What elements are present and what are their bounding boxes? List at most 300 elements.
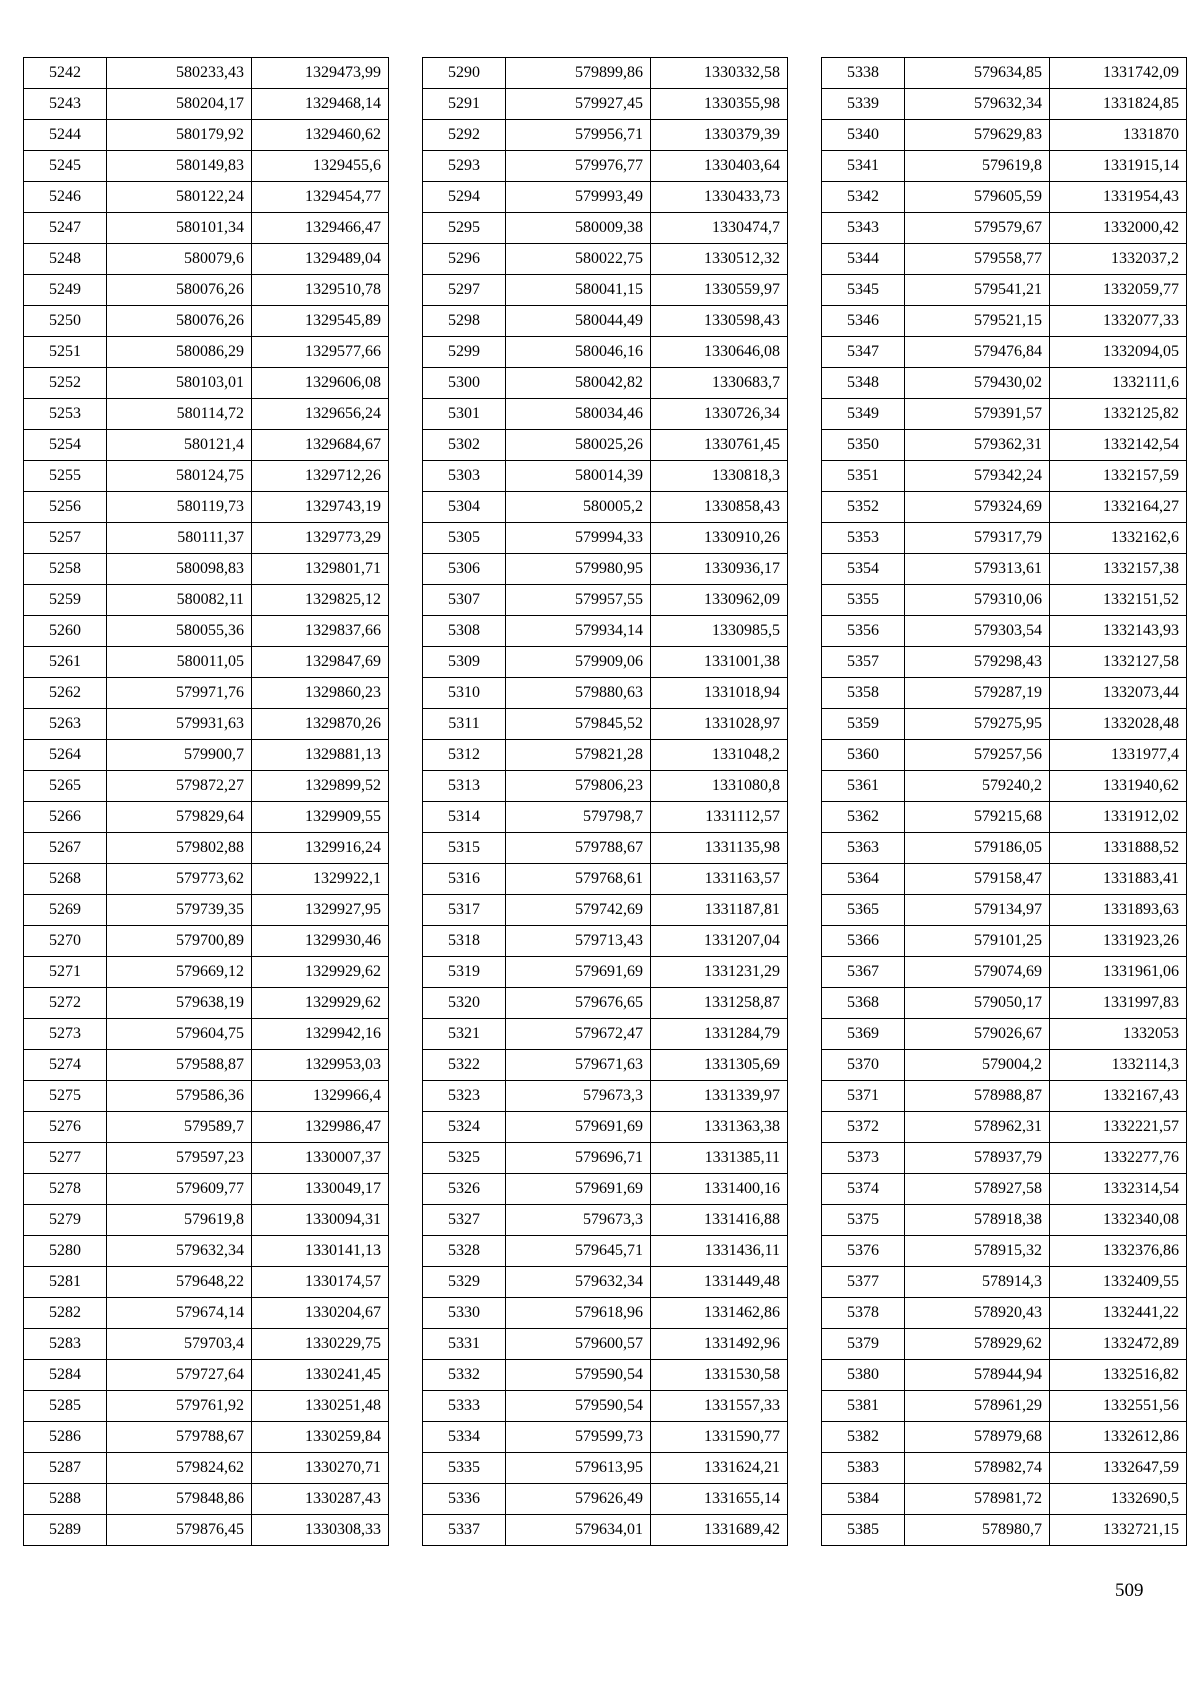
table-row bbox=[822, 864, 1187, 895]
y-coordinate-cell: 1330474,7 bbox=[651, 213, 788, 244]
x-coordinate-cell: 579588,87 bbox=[107, 1050, 252, 1081]
point-number-cell: 5286 bbox=[24, 1422, 107, 1453]
y-coordinate-cell: 1329942,16 bbox=[252, 1019, 389, 1050]
y-coordinate-cell: 1330761,45 bbox=[651, 430, 788, 461]
y-coordinate-cell: 1330229,75 bbox=[252, 1329, 389, 1360]
point-number-cell: 5256 bbox=[24, 492, 107, 523]
x-coordinate-cell: 579310,06 bbox=[905, 585, 1050, 616]
y-coordinate-cell: 1331258,87 bbox=[651, 988, 788, 1019]
x-coordinate-cell: 578944,94 bbox=[905, 1360, 1050, 1391]
point-number-cell: 5277 bbox=[24, 1143, 107, 1174]
x-coordinate-cell: 579430,02 bbox=[905, 368, 1050, 399]
table-row bbox=[423, 1205, 788, 1236]
y-coordinate-cell: 1329466,47 bbox=[252, 213, 389, 244]
y-coordinate-cell: 1331923,26 bbox=[1050, 926, 1187, 957]
table-row bbox=[423, 895, 788, 926]
x-coordinate-cell: 579558,77 bbox=[905, 244, 1050, 275]
table-row bbox=[24, 1422, 389, 1453]
y-coordinate-cell: 1331557,33 bbox=[651, 1391, 788, 1422]
point-number-cell: 5382 bbox=[822, 1422, 905, 1453]
point-number-cell: 5377 bbox=[822, 1267, 905, 1298]
table-row bbox=[24, 461, 389, 492]
table-row bbox=[423, 306, 788, 337]
y-coordinate-cell: 1331163,57 bbox=[651, 864, 788, 895]
y-coordinate-cell: 1332077,33 bbox=[1050, 306, 1187, 337]
point-number-cell: 5292 bbox=[423, 120, 506, 151]
x-coordinate-cell: 580022,75 bbox=[506, 244, 651, 275]
table-row bbox=[423, 1267, 788, 1298]
y-coordinate-cell: 1332114,3 bbox=[1050, 1050, 1187, 1081]
x-coordinate-cell: 579739,35 bbox=[107, 895, 252, 926]
x-coordinate-cell: 580119,73 bbox=[107, 492, 252, 523]
table-row bbox=[423, 58, 788, 89]
table-row bbox=[24, 864, 389, 895]
table-row bbox=[822, 461, 1187, 492]
table-row bbox=[24, 833, 389, 864]
table-row bbox=[822, 1484, 1187, 1515]
x-coordinate-cell: 579673,3 bbox=[506, 1081, 651, 1112]
table-row bbox=[822, 957, 1187, 988]
table-row bbox=[822, 709, 1187, 740]
x-coordinate-cell: 579829,64 bbox=[107, 802, 252, 833]
y-coordinate-cell: 1332162,6 bbox=[1050, 523, 1187, 554]
x-coordinate-cell: 578980,7 bbox=[905, 1515, 1050, 1546]
point-number-cell: 5246 bbox=[24, 182, 107, 213]
x-coordinate-cell: 579240,2 bbox=[905, 771, 1050, 802]
y-coordinate-cell: 1331436,11 bbox=[651, 1236, 788, 1267]
y-coordinate-cell: 1332647,59 bbox=[1050, 1453, 1187, 1484]
x-coordinate-cell: 579303,54 bbox=[905, 616, 1050, 647]
point-number-cell: 5348 bbox=[822, 368, 905, 399]
y-coordinate-cell: 1331870 bbox=[1050, 120, 1187, 151]
x-coordinate-cell: 579672,47 bbox=[506, 1019, 651, 1050]
x-coordinate-cell: 579134,97 bbox=[905, 895, 1050, 926]
table-row bbox=[423, 802, 788, 833]
x-coordinate-cell: 578914,3 bbox=[905, 1267, 1050, 1298]
x-coordinate-cell: 580179,92 bbox=[107, 120, 252, 151]
table-row bbox=[822, 213, 1187, 244]
x-coordinate-cell: 579802,88 bbox=[107, 833, 252, 864]
x-coordinate-cell: 579872,27 bbox=[107, 771, 252, 802]
point-number-cell: 5342 bbox=[822, 182, 905, 213]
point-number-cell: 5269 bbox=[24, 895, 107, 926]
point-number-cell: 5375 bbox=[822, 1205, 905, 1236]
x-coordinate-cell: 579971,76 bbox=[107, 678, 252, 709]
y-coordinate-cell: 1330910,26 bbox=[651, 523, 788, 554]
y-coordinate-cell: 1332073,44 bbox=[1050, 678, 1187, 709]
x-coordinate-cell: 579713,43 bbox=[506, 926, 651, 957]
point-number-cell: 5315 bbox=[423, 833, 506, 864]
point-number-cell: 5340 bbox=[822, 120, 905, 151]
table-row bbox=[423, 833, 788, 864]
point-number-cell: 5381 bbox=[822, 1391, 905, 1422]
y-coordinate-cell: 1330379,39 bbox=[651, 120, 788, 151]
point-number-cell: 5252 bbox=[24, 368, 107, 399]
table-row bbox=[24, 1205, 389, 1236]
table-row bbox=[24, 151, 389, 182]
x-coordinate-cell: 579632,34 bbox=[905, 89, 1050, 120]
x-coordinate-cell: 579824,62 bbox=[107, 1453, 252, 1484]
point-number-cell: 5250 bbox=[24, 306, 107, 337]
x-coordinate-cell: 578979,68 bbox=[905, 1422, 1050, 1453]
x-coordinate-cell: 580086,29 bbox=[107, 337, 252, 368]
y-coordinate-cell: 1332551,56 bbox=[1050, 1391, 1187, 1422]
point-number-cell: 5304 bbox=[423, 492, 506, 523]
point-number-cell: 5259 bbox=[24, 585, 107, 616]
table-row bbox=[822, 1422, 1187, 1453]
point-number-cell: 5273 bbox=[24, 1019, 107, 1050]
x-coordinate-cell: 579768,61 bbox=[506, 864, 651, 895]
table-row bbox=[423, 461, 788, 492]
table-row bbox=[822, 1453, 1187, 1484]
x-coordinate-cell: 578981,72 bbox=[905, 1484, 1050, 1515]
x-coordinate-cell: 579673,3 bbox=[506, 1205, 651, 1236]
x-coordinate-cell: 579604,75 bbox=[107, 1019, 252, 1050]
table-row bbox=[822, 1360, 1187, 1391]
table-row bbox=[24, 1360, 389, 1391]
y-coordinate-cell: 1332690,5 bbox=[1050, 1484, 1187, 1515]
y-coordinate-cell: 1331742,09 bbox=[1050, 58, 1187, 89]
table-row bbox=[24, 1329, 389, 1360]
point-number-cell: 5344 bbox=[822, 244, 905, 275]
point-number-cell: 5294 bbox=[423, 182, 506, 213]
point-number-cell: 5282 bbox=[24, 1298, 107, 1329]
x-coordinate-cell: 578929,62 bbox=[905, 1329, 1050, 1360]
point-number-cell: 5346 bbox=[822, 306, 905, 337]
point-number-cell: 5338 bbox=[822, 58, 905, 89]
table-row bbox=[822, 275, 1187, 306]
y-coordinate-cell: 1330308,33 bbox=[252, 1515, 389, 1546]
x-coordinate-cell: 579004,2 bbox=[905, 1050, 1050, 1081]
y-coordinate-cell: 1332143,93 bbox=[1050, 616, 1187, 647]
table-row bbox=[822, 616, 1187, 647]
y-coordinate-cell: 1331893,63 bbox=[1050, 895, 1187, 926]
y-coordinate-cell: 1332164,27 bbox=[1050, 492, 1187, 523]
table-row bbox=[24, 554, 389, 585]
x-coordinate-cell: 579026,67 bbox=[905, 1019, 1050, 1050]
point-number-cell: 5284 bbox=[24, 1360, 107, 1391]
table-row bbox=[423, 1515, 788, 1546]
point-number-cell: 5319 bbox=[423, 957, 506, 988]
table-row bbox=[24, 1236, 389, 1267]
table-row bbox=[24, 585, 389, 616]
y-coordinate-cell: 1332409,55 bbox=[1050, 1267, 1187, 1298]
y-coordinate-cell: 1331135,98 bbox=[651, 833, 788, 864]
point-number-cell: 5296 bbox=[423, 244, 506, 275]
x-coordinate-cell: 580121,4 bbox=[107, 430, 252, 461]
x-coordinate-cell: 579957,55 bbox=[506, 585, 651, 616]
point-number-cell: 5309 bbox=[423, 647, 506, 678]
point-number-cell: 5312 bbox=[423, 740, 506, 771]
table-row bbox=[423, 1360, 788, 1391]
y-coordinate-cell: 1330259,84 bbox=[252, 1422, 389, 1453]
y-coordinate-cell: 1331416,88 bbox=[651, 1205, 788, 1236]
table-row bbox=[24, 1453, 389, 1484]
page-number: 509 bbox=[1115, 1580, 1144, 1601]
point-number-cell: 5251 bbox=[24, 337, 107, 368]
y-coordinate-cell: 1329454,77 bbox=[252, 182, 389, 213]
point-number-cell: 5366 bbox=[822, 926, 905, 957]
table-row bbox=[24, 244, 389, 275]
point-number-cell: 5265 bbox=[24, 771, 107, 802]
y-coordinate-cell: 1331363,38 bbox=[651, 1112, 788, 1143]
point-number-cell: 5275 bbox=[24, 1081, 107, 1112]
point-number-cell: 5363 bbox=[822, 833, 905, 864]
table-row bbox=[24, 1267, 389, 1298]
y-coordinate-cell: 1329656,24 bbox=[252, 399, 389, 430]
table-row bbox=[423, 678, 788, 709]
table-row bbox=[423, 585, 788, 616]
y-coordinate-cell: 1330007,37 bbox=[252, 1143, 389, 1174]
table-row bbox=[423, 1236, 788, 1267]
x-coordinate-cell: 580233,43 bbox=[107, 58, 252, 89]
point-number-cell: 5264 bbox=[24, 740, 107, 771]
x-coordinate-cell: 579476,84 bbox=[905, 337, 1050, 368]
table-row bbox=[822, 895, 1187, 926]
point-number-cell: 5384 bbox=[822, 1484, 905, 1515]
point-number-cell: 5297 bbox=[423, 275, 506, 306]
y-coordinate-cell: 1329953,03 bbox=[252, 1050, 389, 1081]
x-coordinate-cell: 579298,43 bbox=[905, 647, 1050, 678]
x-coordinate-cell: 579909,06 bbox=[506, 647, 651, 678]
y-coordinate-cell: 1330094,31 bbox=[252, 1205, 389, 1236]
point-number-cell: 5280 bbox=[24, 1236, 107, 1267]
point-number-cell: 5339 bbox=[822, 89, 905, 120]
x-coordinate-cell: 579703,4 bbox=[107, 1329, 252, 1360]
y-coordinate-cell: 1329837,66 bbox=[252, 616, 389, 647]
x-coordinate-cell: 579674,14 bbox=[107, 1298, 252, 1329]
table-row bbox=[423, 1484, 788, 1515]
x-coordinate-cell: 579691,69 bbox=[506, 1112, 651, 1143]
x-coordinate-cell: 579632,34 bbox=[506, 1267, 651, 1298]
table-row bbox=[24, 616, 389, 647]
point-number-cell: 5247 bbox=[24, 213, 107, 244]
point-number-cell: 5253 bbox=[24, 399, 107, 430]
point-number-cell: 5281 bbox=[24, 1267, 107, 1298]
y-coordinate-cell: 1330726,34 bbox=[651, 399, 788, 430]
table-row bbox=[423, 1298, 788, 1329]
x-coordinate-cell: 579648,22 bbox=[107, 1267, 252, 1298]
coordinate-table-1 bbox=[23, 57, 389, 1546]
point-number-cell: 5362 bbox=[822, 802, 905, 833]
table-row bbox=[423, 399, 788, 430]
y-coordinate-cell: 1331689,42 bbox=[651, 1515, 788, 1546]
y-coordinate-cell: 1329881,13 bbox=[252, 740, 389, 771]
y-coordinate-cell: 1332221,57 bbox=[1050, 1112, 1187, 1143]
x-coordinate-cell: 579362,31 bbox=[905, 430, 1050, 461]
point-number-cell: 5316 bbox=[423, 864, 506, 895]
point-number-cell: 5308 bbox=[423, 616, 506, 647]
point-number-cell: 5279 bbox=[24, 1205, 107, 1236]
table-row bbox=[24, 895, 389, 926]
table-row bbox=[822, 120, 1187, 151]
point-number-cell: 5285 bbox=[24, 1391, 107, 1422]
y-coordinate-cell: 1330962,09 bbox=[651, 585, 788, 616]
point-number-cell: 5326 bbox=[423, 1174, 506, 1205]
x-coordinate-cell: 578961,29 bbox=[905, 1391, 1050, 1422]
table-row bbox=[822, 523, 1187, 554]
point-number-cell: 5329 bbox=[423, 1267, 506, 1298]
point-number-cell: 5324 bbox=[423, 1112, 506, 1143]
x-coordinate-cell: 579671,63 bbox=[506, 1050, 651, 1081]
point-number-cell: 5331 bbox=[423, 1329, 506, 1360]
y-coordinate-cell: 1330270,71 bbox=[252, 1453, 389, 1484]
point-number-cell: 5370 bbox=[822, 1050, 905, 1081]
y-coordinate-cell: 1331080,8 bbox=[651, 771, 788, 802]
table-row bbox=[24, 1391, 389, 1422]
y-coordinate-cell: 1332157,59 bbox=[1050, 461, 1187, 492]
table-row bbox=[423, 1112, 788, 1143]
table-row bbox=[423, 1422, 788, 1453]
y-coordinate-cell: 1332376,86 bbox=[1050, 1236, 1187, 1267]
x-coordinate-cell: 580014,39 bbox=[506, 461, 651, 492]
y-coordinate-cell: 1329712,26 bbox=[252, 461, 389, 492]
point-number-cell: 5257 bbox=[24, 523, 107, 554]
x-coordinate-cell: 579638,19 bbox=[107, 988, 252, 1019]
table-row bbox=[822, 1143, 1187, 1174]
table-row bbox=[822, 740, 1187, 771]
point-number-cell: 5311 bbox=[423, 709, 506, 740]
x-coordinate-cell: 578982,74 bbox=[905, 1453, 1050, 1484]
x-coordinate-cell: 579669,12 bbox=[107, 957, 252, 988]
x-coordinate-cell: 580098,83 bbox=[107, 554, 252, 585]
table-row bbox=[423, 709, 788, 740]
y-coordinate-cell: 1331339,97 bbox=[651, 1081, 788, 1112]
y-coordinate-cell: 1329455,6 bbox=[252, 151, 389, 182]
table-row bbox=[24, 337, 389, 368]
point-number-cell: 5347 bbox=[822, 337, 905, 368]
y-coordinate-cell: 1329577,66 bbox=[252, 337, 389, 368]
table-row bbox=[24, 368, 389, 399]
y-coordinate-cell: 1332612,86 bbox=[1050, 1422, 1187, 1453]
table-row bbox=[24, 1298, 389, 1329]
table-row bbox=[423, 182, 788, 213]
x-coordinate-cell: 580034,46 bbox=[506, 399, 651, 430]
y-coordinate-cell: 1329545,89 bbox=[252, 306, 389, 337]
table-row bbox=[423, 1453, 788, 1484]
table-row bbox=[822, 151, 1187, 182]
x-coordinate-cell: 579900,7 bbox=[107, 740, 252, 771]
y-coordinate-cell: 1330141,13 bbox=[252, 1236, 389, 1267]
table-row bbox=[24, 430, 389, 461]
x-coordinate-cell: 579599,73 bbox=[506, 1422, 651, 1453]
y-coordinate-cell: 1332094,05 bbox=[1050, 337, 1187, 368]
table-row bbox=[423, 1329, 788, 1360]
x-coordinate-cell: 579579,67 bbox=[905, 213, 1050, 244]
point-number-cell: 5254 bbox=[24, 430, 107, 461]
table-row bbox=[822, 337, 1187, 368]
table-row bbox=[423, 1050, 788, 1081]
point-number-cell: 5278 bbox=[24, 1174, 107, 1205]
point-number-cell: 5268 bbox=[24, 864, 107, 895]
table-row bbox=[822, 306, 1187, 337]
y-coordinate-cell: 1331997,83 bbox=[1050, 988, 1187, 1019]
x-coordinate-cell: 580122,24 bbox=[107, 182, 252, 213]
y-coordinate-cell: 1331624,21 bbox=[651, 1453, 788, 1484]
point-number-cell: 5356 bbox=[822, 616, 905, 647]
x-coordinate-cell: 579186,05 bbox=[905, 833, 1050, 864]
table-row bbox=[423, 151, 788, 182]
point-number-cell: 5283 bbox=[24, 1329, 107, 1360]
table-row bbox=[423, 957, 788, 988]
table-row bbox=[423, 275, 788, 306]
y-coordinate-cell: 1329929,62 bbox=[252, 988, 389, 1019]
point-number-cell: 5258 bbox=[24, 554, 107, 585]
y-coordinate-cell: 1330858,43 bbox=[651, 492, 788, 523]
y-coordinate-cell: 1331492,96 bbox=[651, 1329, 788, 1360]
x-coordinate-cell: 579590,54 bbox=[506, 1360, 651, 1391]
x-coordinate-cell: 580011,05 bbox=[107, 647, 252, 678]
y-coordinate-cell: 1331231,29 bbox=[651, 957, 788, 988]
table-row bbox=[24, 213, 389, 244]
y-coordinate-cell: 1331954,43 bbox=[1050, 182, 1187, 213]
point-number-cell: 5293 bbox=[423, 151, 506, 182]
y-coordinate-cell: 1332127,58 bbox=[1050, 647, 1187, 678]
y-coordinate-cell: 1332314,54 bbox=[1050, 1174, 1187, 1205]
table-row bbox=[822, 1298, 1187, 1329]
x-coordinate-cell: 578920,43 bbox=[905, 1298, 1050, 1329]
point-number-cell: 5288 bbox=[24, 1484, 107, 1515]
y-coordinate-cell: 1330433,73 bbox=[651, 182, 788, 213]
table-row bbox=[24, 399, 389, 430]
point-number-cell: 5310 bbox=[423, 678, 506, 709]
y-coordinate-cell: 1332472,89 bbox=[1050, 1329, 1187, 1360]
point-number-cell: 5322 bbox=[423, 1050, 506, 1081]
y-coordinate-cell: 1329930,46 bbox=[252, 926, 389, 957]
y-coordinate-cell: 1329473,99 bbox=[252, 58, 389, 89]
y-coordinate-cell: 1330049,17 bbox=[252, 1174, 389, 1205]
y-coordinate-cell: 1332167,43 bbox=[1050, 1081, 1187, 1112]
point-number-cell: 5298 bbox=[423, 306, 506, 337]
x-coordinate-cell: 578927,58 bbox=[905, 1174, 1050, 1205]
x-coordinate-cell: 579876,45 bbox=[107, 1515, 252, 1546]
table-row bbox=[822, 368, 1187, 399]
table-row bbox=[24, 182, 389, 213]
x-coordinate-cell: 579845,52 bbox=[506, 709, 651, 740]
point-number-cell: 5353 bbox=[822, 523, 905, 554]
y-coordinate-cell: 1331048,2 bbox=[651, 740, 788, 771]
table-row bbox=[24, 1484, 389, 1515]
table-row bbox=[423, 616, 788, 647]
point-number-cell: 5334 bbox=[423, 1422, 506, 1453]
x-coordinate-cell: 580005,2 bbox=[506, 492, 651, 523]
y-coordinate-cell: 1329927,95 bbox=[252, 895, 389, 926]
y-coordinate-cell: 1332053 bbox=[1050, 1019, 1187, 1050]
table-row bbox=[24, 771, 389, 802]
coordinate-table-3 bbox=[821, 57, 1187, 1546]
x-coordinate-cell: 579927,45 bbox=[506, 89, 651, 120]
point-number-cell: 5306 bbox=[423, 554, 506, 585]
point-number-cell: 5302 bbox=[423, 430, 506, 461]
point-number-cell: 5350 bbox=[822, 430, 905, 461]
y-coordinate-cell: 1331888,52 bbox=[1050, 833, 1187, 864]
point-number-cell: 5270 bbox=[24, 926, 107, 957]
table-row bbox=[24, 1143, 389, 1174]
point-number-cell: 5289 bbox=[24, 1515, 107, 1546]
x-coordinate-cell: 579605,59 bbox=[905, 182, 1050, 213]
y-coordinate-cell: 1330818,3 bbox=[651, 461, 788, 492]
y-coordinate-cell: 1331449,48 bbox=[651, 1267, 788, 1298]
table-row bbox=[423, 1391, 788, 1422]
point-number-cell: 5361 bbox=[822, 771, 905, 802]
point-number-cell: 5242 bbox=[24, 58, 107, 89]
point-number-cell: 5325 bbox=[423, 1143, 506, 1174]
point-number-cell: 5349 bbox=[822, 399, 905, 430]
x-coordinate-cell: 579806,23 bbox=[506, 771, 651, 802]
y-coordinate-cell: 1330174,57 bbox=[252, 1267, 389, 1298]
y-coordinate-cell: 1329870,26 bbox=[252, 709, 389, 740]
table-row bbox=[822, 1515, 1187, 1546]
